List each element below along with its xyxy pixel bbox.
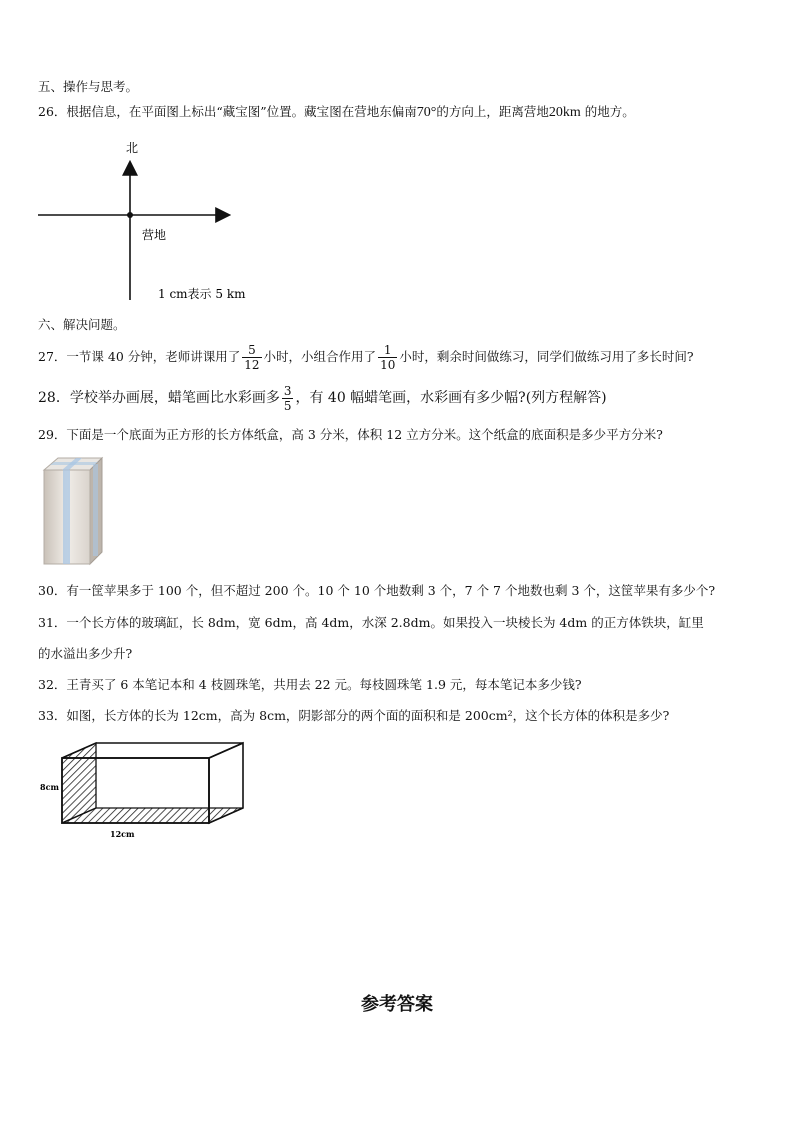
q27-text-c: 小时，剩余时间做练习，同学们做练习用了多长时间?	[399, 349, 694, 364]
question-31-line-2: 的水溢出多少升?	[38, 646, 133, 661]
section-5-title: 五、操作与思考。	[38, 79, 139, 94]
north-label: 北	[126, 141, 139, 155]
q26-text-b: 的方向上，距离营地	[436, 104, 549, 119]
box-tape-top-cross	[50, 462, 98, 465]
camp-label: 营地	[142, 228, 167, 242]
question-32: 32．王青买了 6 本笔记本和 4 枝圆珠笔，共用去 22 元。每枝圆珠笔 1.9 元，每本笔记本多少钱?	[38, 677, 582, 692]
q27-text-a: 27．一节课 40 分钟，老师讲课用了	[38, 349, 241, 364]
paper-box-figure	[40, 456, 106, 568]
question-27	[38, 340, 694, 374]
q27-text-b: 小时，小组合作用了	[263, 349, 377, 364]
q27-fraction-1	[242, 343, 261, 372]
q27-frac2-numerator: 1	[378, 343, 397, 358]
camp-map-diagram	[30, 135, 250, 305]
q28-text-b: ，有 40 幅蜡笔画，水彩画有多少幅?(列方程解答)	[295, 390, 607, 406]
scale-label: 1 cm表示 5 km	[158, 287, 246, 301]
question-33: 33．如图，长方体的长为 12cm，高为 8cm，阴影部分的两个面的面积和是 200cm²，这个长方体的体积是多少?	[38, 708, 670, 723]
q28-fraction	[282, 384, 294, 413]
q27-fraction-2	[378, 343, 397, 372]
height-label: 8cm	[40, 782, 59, 792]
length-label: 12cm	[110, 829, 135, 839]
q27-frac2-denominator: 10	[380, 358, 396, 372]
q28-frac-numerator: 3	[283, 383, 292, 398]
q28-frac-denominator: 5	[283, 398, 292, 413]
q26-distance: 20km	[548, 105, 581, 120]
question-28	[38, 381, 607, 415]
box-tape-vertical	[63, 470, 70, 564]
question-30: 30．有一筐苹果多于 100 个，但不超过 200 个。10 个 10 个地数剩 3 个，7 个 7 个地数也剩 3 个，这筐苹果有多少个?	[38, 583, 716, 598]
q26-angle: 70°	[416, 105, 437, 120]
q26-text-a: 26．根据信息，在平面图上标出“藏宝图”位置。藏宝图在营地东偏南	[38, 104, 417, 119]
box-tape-side	[93, 464, 98, 556]
question-26	[38, 102, 635, 123]
cuboid-figure	[38, 738, 250, 842]
answers-title: 参考答案	[361, 994, 433, 1015]
q27-frac1-numerator: 5	[242, 343, 261, 358]
question-31-line-1: 31．一个长方体的玻璃缸，长 8dm，宽 6dm，高 4dm，水深 2.8dm。如果投入一块棱长为 4dm 的正方体铁块，缸里	[38, 615, 704, 630]
q28-text-a: 28．学校举办画展，蜡笔画比水彩画多	[38, 390, 280, 406]
section-6-title: 六、解决问题。	[38, 317, 126, 332]
q27-frac1-denominator: 12	[244, 358, 260, 372]
camp-point	[127, 212, 133, 218]
question-29: 29．下面是一个底面为正方形的长方体纸盒，高 3 分米，体积 12 立方分米。这个纸盒的底面积是多少平方分米?	[38, 427, 663, 442]
q26-text-c: 的地方。	[584, 104, 635, 119]
